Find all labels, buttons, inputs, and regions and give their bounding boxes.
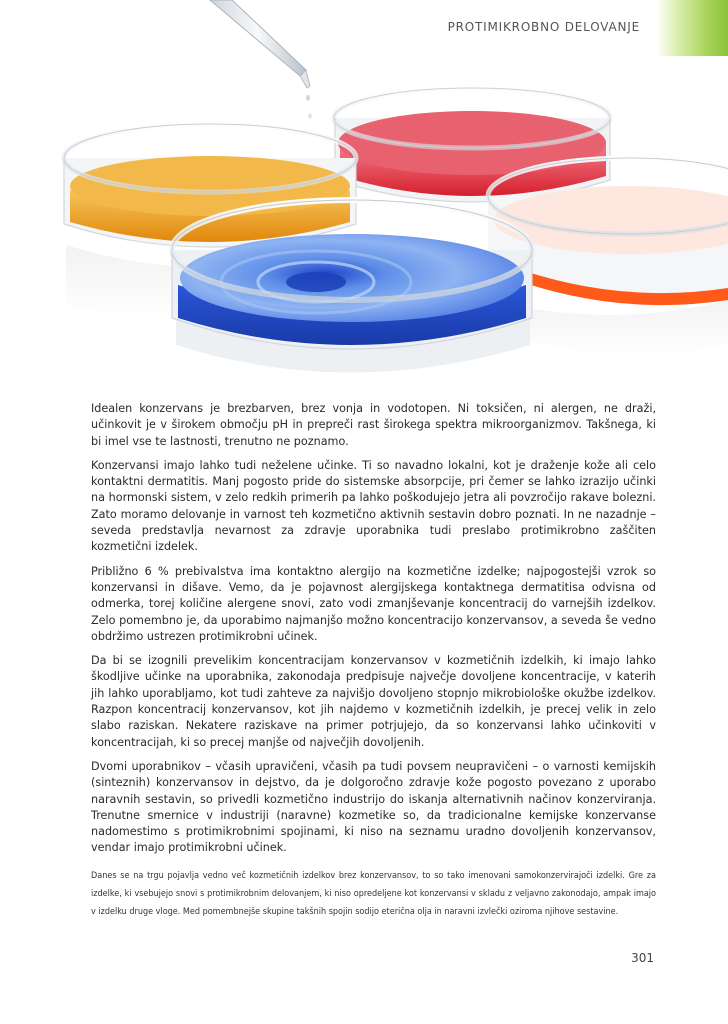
paragraph: Konzervansi imajo lahko tudi neželene učinke. Ti so navadno lokalni, kot je draženje kože ali celo kontaktni dermatitis. Manj pogosto pride do sistemske absorpcije, pri čemer se lahko izrazijo učinki na hormonski sistem, v zelo redkih primerih pa lahko poškodujejo jetra ali povzročijo rakave bolezni. Zato moramo delovanje in varnost teh kozmetično aktivnih sestavin dobro poznati. In ne nazadnje – seveda predstavlja nevarnost za zdravje uporabnika tudi preslabo protimikrobno zaščiten kozmetični izdelek. xyxy=(91,458,656,554)
paragraph: Približno 6 % prebivalstva ima kontaktno alergijo na kozmetične izdelke; najpogostejši vzrok so konzervansi in dišave. Vemo, da je pojavnost alergijskega kontaktnega dermatitisa odvisna od odmerka, torej količine alergene snovi, zato vodi zmanjševanje koncentracij do varnejših izdelkov. Zelo pomembno je, da uporabimo najmanjšo možno koncentracijo konzervansov, a seveda še vedno obdržimo ustrezen protimikrobni učinek. xyxy=(91,564,656,643)
paragraph: Dvomi uporabnikov – včasih upravičeni, včasih pa tudi povsem neupravičeni – o varnosti kemijskih (sinteznih) konzervansov in dejstvo, da je dolgoročno zdravje kože pogosto povezano z uporabo naravnih sestavin, so privedli kozmetično industrijo do iskanja alternativnih načinov konzerviranja. Trenutne smernice v industriji (naravne) kozmetike so, da tradicionalne kemijske konzervanse nadomestimo s protimikrobnimi spojinami, ki niso na seznamu uradno dovoljenih konzervansov, vendar imajo protimikrobni učinek. xyxy=(91,759,656,855)
pipette xyxy=(210,0,312,119)
page-number: 301 xyxy=(631,951,654,965)
red-petri-dish xyxy=(334,88,610,202)
side-note: Danes se na trgu pojavlja vedno več kozmetičnih izdelkov brez konzervansov, to so tako imenovani samokonzervirajoči izdelki. Gre za izdelke, ki vsebujejo snovi s protimikrobnim delovanjem, ki niso opredeljene kot konzervansi v skladu z veljavno zakonodajo, ampak imajo v izdelku druge vloge. Med pomembnejše skupine takšnih spojin sodijo eterična olja in naravni izvlečki oziroma njihove sestavine. xyxy=(91,870,656,917)
running-header: PROTIMIKROBNO DELOVANJE xyxy=(447,20,640,34)
hero-photo-petri-dishes xyxy=(0,0,728,388)
paragraph: Da bi se izognili prevelikim koncentracijam konzervansov v kozmetičnih izdelkih, ki imajo lahko škodljive učinke na uporabnika, zakonodaja predpisuje največje dovoljene koncentracije, v katerih jih lahko uporabljamo, kot tudi zahteve za najvišjo dovoljeno stopnjo mikrobiološke okužbe izdelkov. Razpon koncentracij konzervansov, kot jih najdemo v kozmetičnih izdelkih, je precej velik in zelo slabo raziskan. Nekatere raziskave na primer potrjujejo, da so konzervansi lahko učinkoviti v koncentracijah, ki so precej manjše od največjih dovoljenih. xyxy=(91,654,656,749)
article-body xyxy=(91,401,656,929)
paragraph: Idealen konzervans je brezbarven, brez vonja in vodotopen. Ni toksičen, ni alergen, ne draži, učinkovit je v širokem območju pH in prepreči rast širokega spektra mikroorganizmov. Takšnega, ki bi imel vse te lastnosti, trenutno ne poznamo. xyxy=(91,402,656,448)
